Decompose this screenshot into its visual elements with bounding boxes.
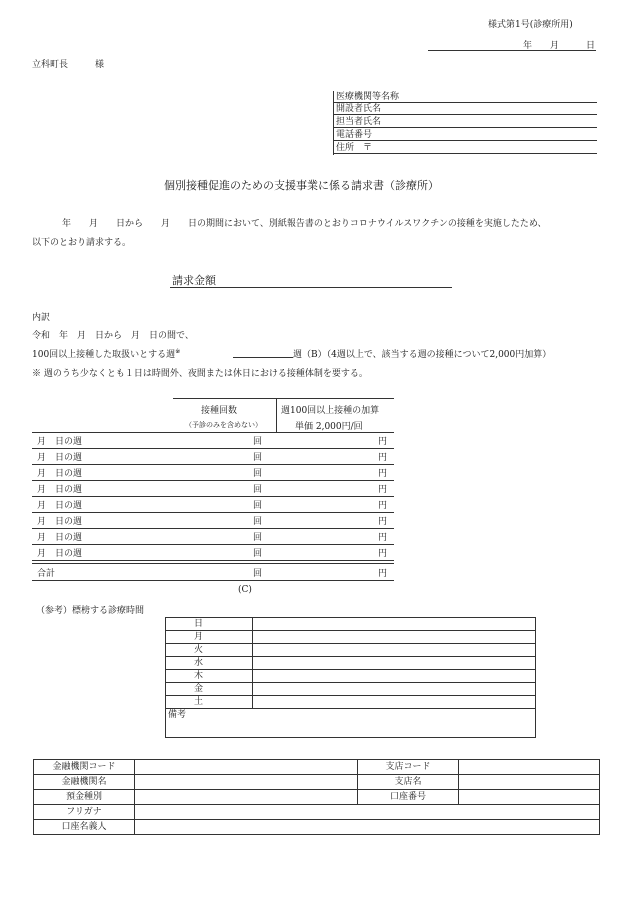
account-holder-label: 口座名義人 [34, 820, 135, 835]
breakdown-period: 令和 年 月 日から 月 日の間で、 [32, 331, 194, 341]
count-col-header: 接種回数 [201, 406, 238, 416]
amount-unit: 円 [378, 485, 388, 495]
bank-name-field[interactable] [135, 775, 358, 790]
claim-label: 請求金額 [172, 274, 216, 287]
table-row [34, 805, 600, 820]
amount-unit: 円 [378, 437, 388, 447]
week-label: 月 日の週 [37, 517, 83, 527]
week-label: 月 日の週 [37, 437, 83, 447]
table-row [166, 631, 536, 644]
hours-cell[interactable] [253, 618, 536, 631]
branch-code-label: 支店コード [358, 760, 459, 775]
count-unit: 回 [253, 469, 263, 479]
field-label: 医療機関等名称 [336, 92, 400, 102]
count-unit: 回 [253, 501, 263, 511]
count-unit: 回 [253, 437, 263, 447]
bank-name-label: 金融機関名 [34, 775, 135, 790]
table-row [166, 709, 536, 738]
day-label: 日 [166, 618, 253, 631]
field-address[interactable] [333, 142, 597, 154]
total-row[interactable] [32, 564, 394, 581]
table-row[interactable] [32, 496, 394, 513]
day-label: 金 [166, 683, 253, 696]
date-line: 年 月 日 [523, 41, 596, 51]
hours-cell[interactable] [253, 631, 536, 644]
hours-cell[interactable] [253, 696, 536, 709]
count-table-top-line [173, 398, 394, 399]
table-row [166, 618, 536, 631]
field-label: 住所 〒 [336, 143, 373, 153]
account-number-field[interactable] [459, 790, 600, 805]
count-col-subheader: （予診のみを含めない） [185, 421, 262, 429]
count-unit: 回 [253, 549, 263, 559]
week-label: 月 日の週 [37, 501, 83, 511]
amount-unit: 円 [378, 517, 388, 527]
table-row [166, 683, 536, 696]
amount-unit: 円 [378, 549, 388, 559]
weeks-label-text: 100回以上接種した取扱いとする週 [32, 350, 176, 360]
amount-unit: 円 [378, 533, 388, 543]
deposit-type-label: 預金種別 [34, 790, 135, 805]
hours-heading: （参考）標榜する診療時間 [36, 606, 145, 616]
count-table-col-divider-header [276, 398, 277, 432]
hours-cell[interactable] [253, 644, 536, 657]
field-phone[interactable] [333, 129, 597, 141]
weeks-unit: 週（B）（4週以上で、該当する週の接種について2,000円加算） [293, 350, 552, 360]
claim-amount-line[interactable] [170, 287, 452, 288]
field-founder-name[interactable] [333, 103, 597, 115]
deposit-type-field[interactable] [135, 790, 358, 805]
account-holder-field[interactable] [135, 820, 600, 835]
count-unit: 回 [253, 533, 263, 543]
table-row [34, 775, 600, 790]
count-unit: 回 [253, 485, 263, 495]
body-line-2: 以下のとおり請求する。 [32, 238, 132, 248]
field-institution-name[interactable] [333, 91, 597, 103]
account-number-label: 口座番号 [358, 790, 459, 805]
table-row [166, 670, 536, 683]
amount-unit: 円 [378, 569, 388, 579]
hours-cell[interactable] [253, 657, 536, 670]
memo-cell[interactable] [166, 709, 536, 738]
breakdown-heading: 内訳 [32, 313, 51, 323]
table-row[interactable] [32, 432, 394, 449]
count-unit: 回 [253, 453, 263, 463]
weeks-mark: ※ [175, 348, 181, 355]
bank-code-field[interactable] [135, 760, 358, 775]
table-row[interactable] [32, 528, 394, 545]
total-label: 合計 [37, 569, 56, 579]
hours-cell[interactable] [253, 683, 536, 696]
week-label: 月 日の週 [37, 469, 83, 479]
table-row[interactable] [32, 464, 394, 481]
week-label: 月 日の週 [37, 549, 83, 559]
day-label: 水 [166, 657, 253, 670]
hours-table [165, 617, 536, 738]
hours-cell[interactable] [253, 670, 536, 683]
breakdown-note: ※ 週のうち少なくとも１日は時間外、夜間または休日における接種体制を要する。 [32, 369, 368, 379]
week-label: 月 日の週 [37, 533, 83, 543]
furigana-label: フリガナ [34, 805, 135, 820]
weeks-label [32, 347, 180, 360]
bonus-col-subheader: 単価 2,000円/回 [295, 422, 363, 432]
amount-unit: 円 [378, 453, 388, 463]
info-left-border [333, 91, 334, 155]
body-line-1: 年 月 日から 月 日の期間において、別紙報告書のとおりコロナウイルスワクチンの接種を実施したため、 [62, 219, 547, 229]
field-contact-name[interactable] [333, 116, 597, 128]
recipient: 立科町長 様 [32, 60, 105, 70]
table-row[interactable] [32, 448, 394, 465]
count-unit: 回 [253, 569, 263, 579]
table-row[interactable] [32, 512, 394, 529]
table-row[interactable] [32, 480, 394, 497]
table-row[interactable] [32, 544, 394, 561]
bonus-col-header: 週100回以上接種の加算 [281, 406, 380, 416]
page-title: 個別接種促進のための支援事業に係る請求書（診療所） [164, 179, 439, 192]
table-row [34, 820, 600, 835]
day-label: 土 [166, 696, 253, 709]
total-footnote: (C) [238, 585, 252, 595]
table-row [166, 696, 536, 709]
day-label: 月 [166, 631, 253, 644]
table-row [166, 644, 536, 657]
field-label: 担当者氏名 [336, 117, 382, 127]
bank-code-label: 金融機関コード [34, 760, 135, 775]
week-label: 月 日の週 [37, 485, 83, 495]
date-underline [428, 50, 596, 51]
amount-unit: 円 [378, 469, 388, 479]
field-label: 電話番号 [336, 130, 373, 140]
branch-name-label: 支店名 [358, 775, 459, 790]
furigana-field[interactable] [135, 805, 600, 820]
field-label: 開設者氏名 [336, 104, 382, 114]
day-label: 木 [166, 670, 253, 683]
bank-table [33, 759, 600, 835]
table-row [34, 790, 600, 805]
branch-code-field[interactable] [459, 760, 600, 775]
memo-label: 備考 [168, 710, 187, 720]
table-row [166, 657, 536, 670]
form-number: 様式第1号(診療所用) [488, 20, 573, 30]
amount-unit: 円 [378, 501, 388, 511]
weeks-input-line[interactable] [233, 357, 293, 358]
table-row [34, 760, 600, 775]
week-label: 月 日の週 [37, 453, 83, 463]
day-label: 火 [166, 644, 253, 657]
count-unit: 回 [253, 517, 263, 527]
branch-name-field[interactable] [459, 775, 600, 790]
